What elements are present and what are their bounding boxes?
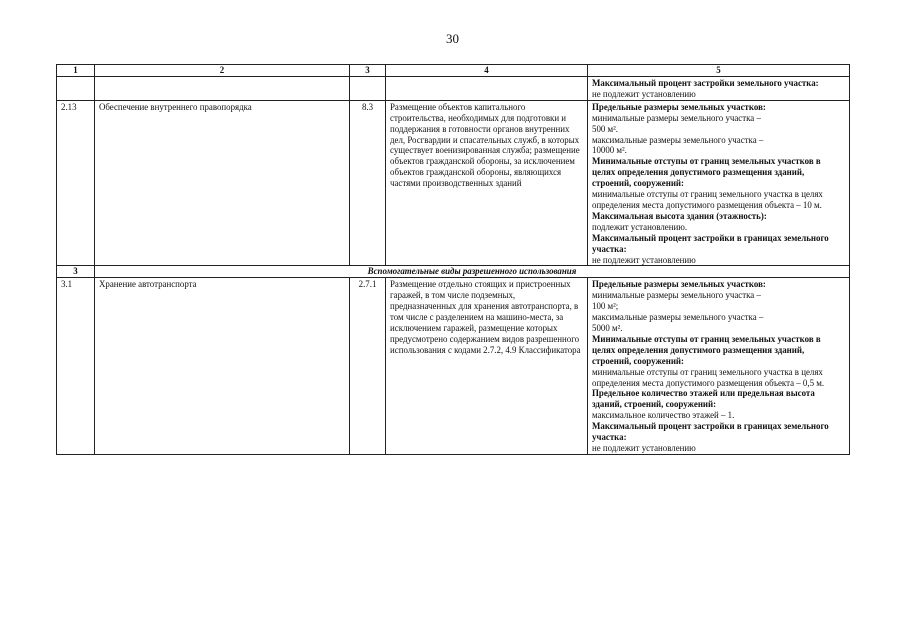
parameter-value: не подлежит установлению: [592, 443, 696, 453]
parameter-value: 100 м²;: [592, 301, 619, 312]
header-col-2: 2: [95, 65, 350, 77]
table-row-2-13: [57, 100, 850, 266]
table-header-row: [57, 65, 850, 77]
use-type-description: Размещение объектов капитального строительства, необходимых для подготовки и поддержания в готовности органов внутренних дел, Росгвардии и спасательных служб, в которых существует военизированная служба; размещение объектов гражданской обороны, за исключением объектов гражданской обороны, являющихся частями производственных зданий: [386, 100, 588, 266]
use-type-description: Размещение отдельно стоящих и пристроенных гаражей, в том числе подземных, предназначенных для хранения автотранспорта, в том числе с разделением на машино-места, за исключением гаражей, размещение которых предусмотрено содержанием видов разрешенного использования с кодами 2.7.2, 4.9 Классификатора: [386, 278, 588, 455]
parameters-cell: [588, 278, 850, 455]
parameter-value: подлежит установлению.: [592, 221, 688, 232]
parameter-value: минимальные отступы от границ земельного участка в целях определения места допустимого размещения объекта – 0,5 м.: [592, 366, 825, 388]
parameter-value: 500 м².: [592, 123, 619, 134]
parameter-heading: Предельные размеры земельных участков:: [592, 279, 766, 290]
parameter-heading: Минимальные отступы от границ земельных участков в целях определения допустимого размещения зданий, строений, сооружений:: [592, 333, 821, 366]
parameter-value: максимальные размеры земельного участка –: [592, 312, 764, 323]
table-row-continued: [57, 77, 850, 101]
regulations-table: [56, 64, 850, 455]
classifier-code: 2.7.1: [350, 278, 386, 455]
row-number: 3.1: [57, 278, 95, 455]
parameter-heading: Максимальный процент застройки в границах земельного участка:: [592, 421, 829, 443]
parameter-heading: Предельные размеры земельных участков:: [592, 101, 766, 112]
parameters-cell: [588, 100, 850, 266]
table-row-3-1: [57, 278, 850, 455]
section-number: 3: [57, 266, 95, 278]
page-number: 30: [446, 31, 459, 46]
parameter-heading: Максимальная высота здания (этажность):: [592, 210, 767, 221]
use-type-name: Обеспечение внутреннего правопорядка: [95, 100, 350, 266]
row-number: 2.13: [57, 100, 95, 266]
parameter-value: минимальные размеры земельного участка –: [592, 112, 761, 123]
header-col-1: 1: [57, 65, 95, 77]
header-col-3: 3: [350, 65, 386, 77]
parameter-value: минимальные отступы от границ земельного участка в целях определения места допустимого размещения объекта – 10 м.: [592, 189, 823, 210]
parameter-value: не подлежит установлению: [592, 88, 696, 99]
section-row: [57, 266, 850, 278]
parameter-value: минимальные размеры земельного участка –: [592, 290, 761, 301]
parameter-value: 5000 м².: [592, 323, 623, 334]
parameter-heading: Максимальный процент застройки земельного участка:: [592, 78, 819, 88]
parameter-heading: Предельное количество этажей или предельная высота зданий, строений, сооружений:: [592, 388, 815, 410]
section-title: Вспомогательные виды разрешенного использования: [95, 266, 850, 278]
header-col-4: 4: [386, 65, 588, 77]
parameter-value: 10000 м².: [592, 145, 627, 156]
parameters-cell: [588, 77, 850, 101]
parameter-heading: Максимальный процент застройки в границах земельного участка:: [592, 232, 829, 254]
classifier-code: 8.3: [350, 100, 386, 266]
header-col-5: 5: [588, 65, 850, 77]
parameter-value: максимальное количество этажей – 1.: [592, 410, 735, 421]
use-type-name: Хранение автотранспорта: [95, 278, 350, 455]
parameter-value: максимальные размеры земельного участка –: [592, 134, 764, 145]
parameter-heading: Минимальные отступы от границ земельных участков в целях определения допустимого размещения зданий, строений, сооружений:: [592, 156, 821, 189]
parameter-value: не подлежит установлению: [592, 254, 696, 265]
